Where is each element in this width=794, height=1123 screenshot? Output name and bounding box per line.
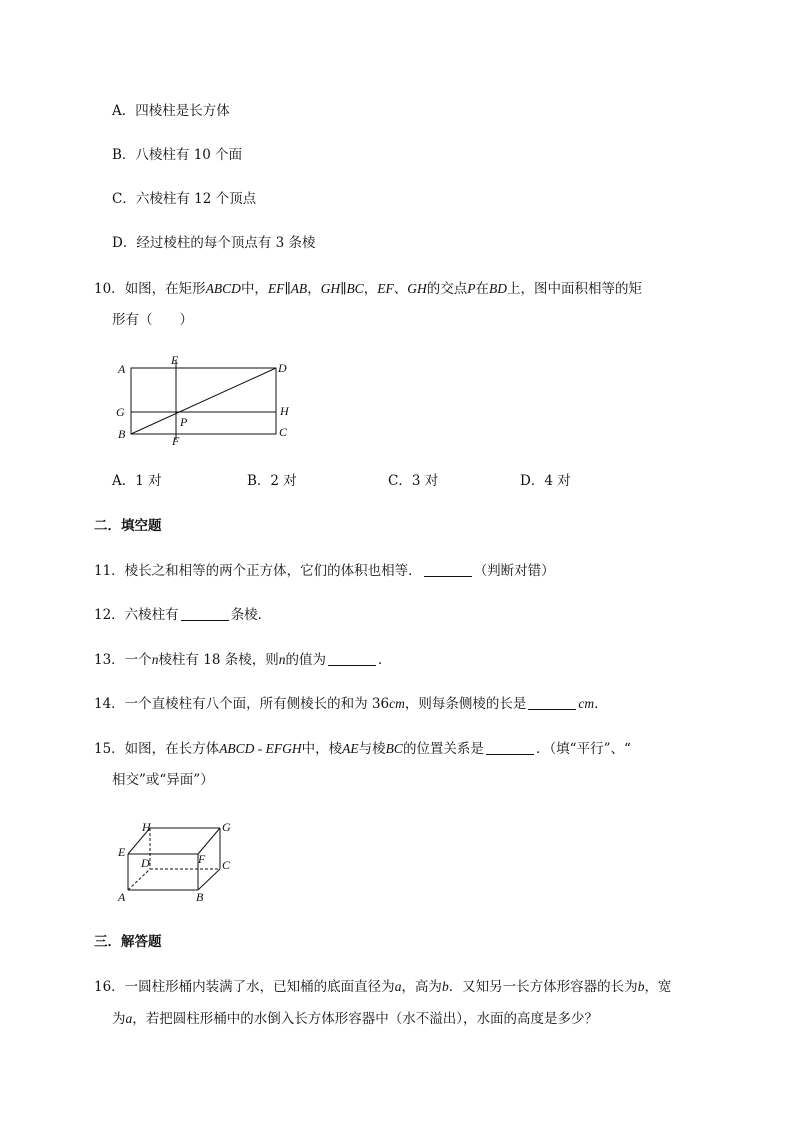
q15-stem-line1: 15．如图，在长方体ABCD - EFGH中，棱AE与棱BC的位置关系是 ．（填“平行”、“ (94, 741, 631, 757)
q16-stem-line2: 为a，若把圆柱形桶中的水倒入长方体形容器中（水不溢出），水面的高度是多少？ (112, 1011, 598, 1027)
q10-option-b: B．2 对 (247, 473, 297, 489)
label-g: G (222, 820, 231, 834)
q9-option-d: D．经过棱柱的每个顶点有 3 条棱 (112, 235, 316, 251)
q10-option-d: D．4 对 (520, 473, 571, 489)
q11: 11．棱长之和相等的两个正方体，它们的体积也相等． （判断对错） (94, 563, 555, 579)
label-d: D (278, 361, 287, 375)
q9-option-c: C．六棱柱有 12 个顶点 (112, 191, 257, 207)
answer-blank (181, 606, 229, 621)
label-c: C (222, 858, 231, 872)
label-f: F (198, 852, 206, 866)
label-b: B (118, 427, 126, 441)
q10-option-c: C．3 对 (388, 473, 439, 489)
label-h: H (280, 404, 289, 418)
q13: 13．一个n棱柱有 18 条棱，则n的值为 ． (94, 652, 392, 668)
answer-blank (486, 740, 534, 755)
edge-bc (198, 869, 220, 890)
hidden-edge-ad (128, 869, 150, 890)
rectangle-figure (110, 350, 300, 446)
label-f: F (172, 434, 180, 446)
q10-stem-line1: 10．如图，在矩形ABCD中，EF∥AB，GH∥BC，EF、GH的交点P在BD上，图中面积相等的矩 (94, 281, 642, 297)
label-h: H (142, 820, 151, 834)
q10-stem-line2: 形有（ ） (112, 312, 193, 328)
q9-option-b: B．八棱柱有 10 个面 (112, 147, 243, 163)
q10-option-a: A．1 对 (112, 473, 162, 489)
q15-stem-line2: 相交”或“异面”） (112, 772, 214, 788)
cuboid-figure (112, 814, 242, 906)
section-heading-solutions: 三．解答题 (94, 934, 162, 950)
q12: 12．六棱柱有 条棱． (94, 607, 272, 623)
answer-blank (328, 651, 376, 666)
label-e: E (118, 845, 126, 859)
label-p: P (180, 415, 188, 429)
label-e: E (171, 353, 179, 367)
diagonal-bd (131, 368, 276, 434)
label-g: G (116, 405, 125, 419)
q14: 14．一个直棱柱有八个面，所有侧棱长的和为 36cm，则每条侧棱的长是 cm． (94, 696, 608, 712)
label-c: C (279, 425, 288, 439)
label-b: B (196, 890, 204, 904)
section-heading-fill-blank: 二．填空题 (94, 518, 162, 534)
q16-stem-line1: 16．一圆柱形桶内装满了水，已知桶的底面直径为a，高为b．又知另一长方体形容器的长为b，宽 (94, 979, 672, 995)
answer-blank (424, 562, 472, 577)
label-a: A (118, 362, 126, 376)
label-a: A (118, 890, 126, 904)
label-d: D (141, 856, 150, 870)
q9-option-a: A．四棱柱是长方体 (112, 103, 230, 119)
edge-fg (198, 828, 220, 854)
answer-blank (528, 695, 576, 710)
